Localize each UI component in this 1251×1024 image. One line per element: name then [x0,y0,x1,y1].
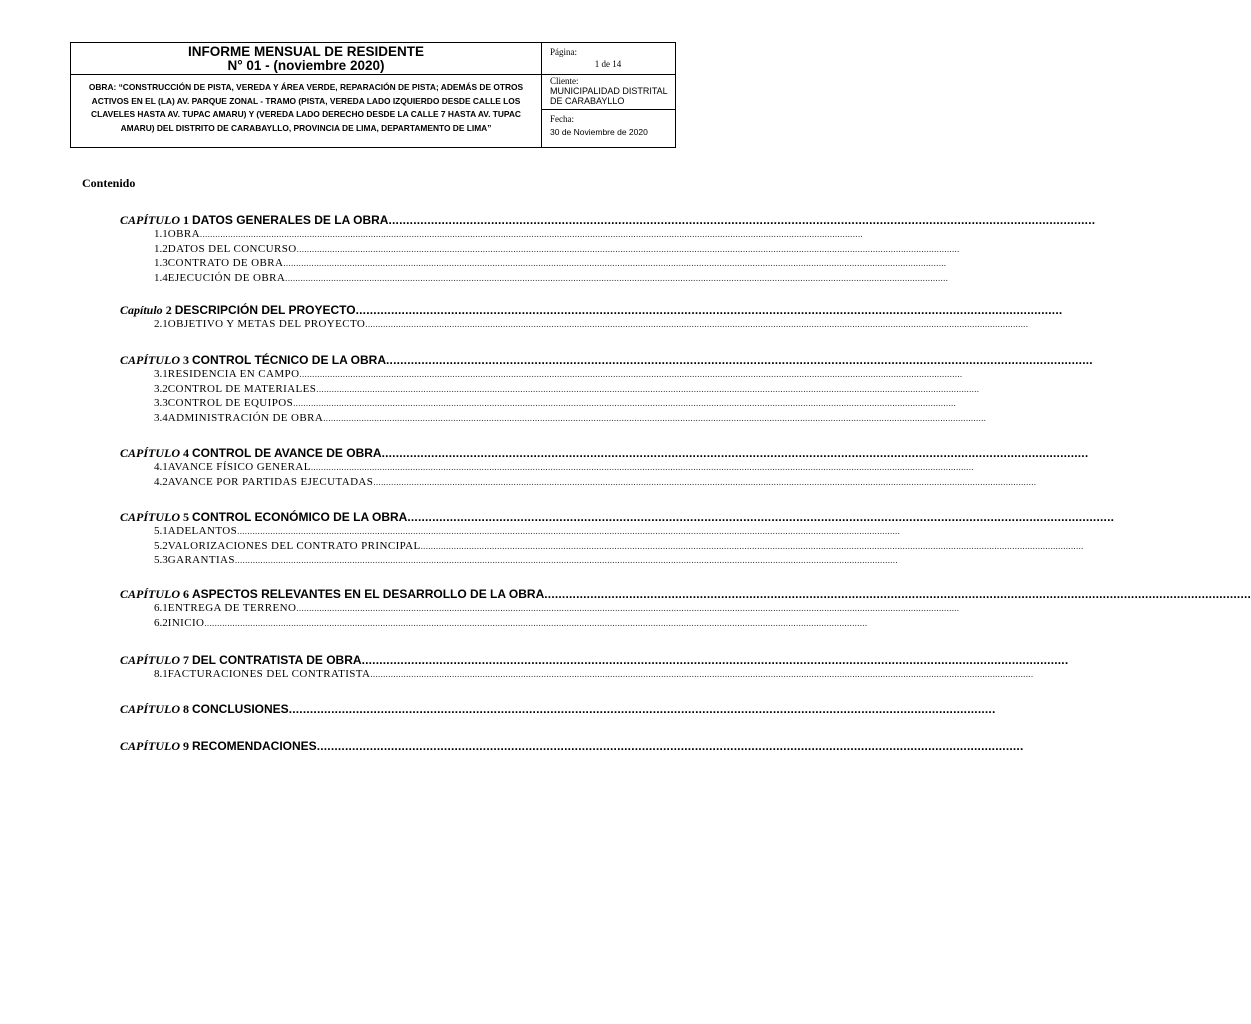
subsection-number: 3.1 [154,368,168,380]
toc-subsection[interactable] [154,256,947,270]
chapter-word: CAPÍTULO [120,213,180,227]
subsection-number: 1.1 [154,228,168,240]
chapter-word: CAPÍTULO [120,446,180,460]
dot-leader: .................................................................................................................................................................................................................................................................... [316,383,980,394]
report-title-line1: INFORME MENSUAL DE RESIDENTE [187,44,425,59]
dot-leader: ........................................................................................................................................................................................................ [388,213,1096,227]
chapter-word: CAPÍTULO [120,702,180,716]
chapter-title: CONTROL DE AVANCE DE OBRA [192,446,382,460]
chapter-title: DESCRIPCIÓN DEL PROYECTO [174,303,356,317]
dot-leader: .................................................................................................................................................................................................................................................................... [323,412,987,423]
subsection-number: 8.1 [154,668,168,680]
subsection-title: ENTREGA DE TERRENO [167,602,297,614]
chapter-number: 7 [183,653,189,667]
client-label: Cliente: [550,76,579,86]
toc-subsection[interactable] [154,271,949,285]
dot-leader: ........................................................................................................................................................................................................ [316,739,1024,753]
subsection-number: 3.3 [154,397,168,410]
toc-chapter[interactable] [120,652,1069,668]
dot-leader: .................................................................................................................................................................................................................................................................... [237,526,901,536]
report-header [70,42,676,148]
dot-leader: ........................................................................................................................................................................................................ [288,702,996,716]
dot-leader: .................................................................................................................................................................................................................................................................... [310,462,974,472]
toc-chapter[interactable] [120,212,1096,228]
toc-chapter[interactable] [120,509,1115,525]
toc-subsection[interactable] [154,367,963,381]
dot-leader: ........................................................................................................................................................................................................ [361,653,1069,667]
subsection-title: GARANTIAS [167,554,235,567]
subsection-title: ADMINISTRACIÓN DE OBRA [167,411,324,424]
chapter-word: CAPÍTULO [120,739,180,753]
chapter-title: CONTROL ECONÓMICO DE LA OBRA [192,510,408,524]
chapter-number: 8 [183,702,189,716]
chapter-number: 5 [183,510,189,524]
chapter-number: 1 [183,213,189,227]
project-description: OBRA: “CONSTRUCCIÓN DE PISTA, VEREDA Y ÁREA VERDE, REPARACIÓN DE PISTA; ADEMÁS DE OTROS ACTIVOS EN EL (LA) AV. PARQUE ZONAL - TRAMO (PISTA, VEREDA LADO IZQUIERDO DESDE CALLE LOS CLAVELES HASTA AV. TUPAC AMARU) Y (VEREDA LADO DERECHO DESDE LA CALLE 7 HASTA AV. TUPAC AMARU) DEL DISTRITO DE CARABAYLLO, PROVINCIA DE LIMA, DEPARTAMENTO DE LIMA” [71,75,542,148]
subsection-number: 4.1 [154,461,168,473]
toc-subsection[interactable] [154,227,863,241]
chapter-title: ASPECTOS RELEVANTES EN EL DESARROLLO DE LA OBRA [192,587,545,601]
chapter-word: CAPÍTULO [120,653,180,667]
subsection-number: 6.2 [154,616,168,629]
toc-subsection[interactable] [154,242,960,256]
report-title [71,43,542,75]
subsection-number: 5.3 [154,554,168,567]
subsection-number: 5.1 [154,525,168,537]
dot-leader: .................................................................................................................................................................................................................................................................... [285,272,949,283]
dot-leader: .................................................................................................................................................................................................................................................................... [299,369,963,379]
subsection-title: OBRA [167,228,200,240]
toc-chapter[interactable] [120,302,1063,318]
chapter-title: DEL CONTRATISTA DE OBRA [192,653,362,667]
subsection-number: 3.2 [154,382,168,395]
subsection-title: RESIDENCIA EN CAMPO [167,368,300,380]
chapter-word: CAPÍTULO [120,510,180,524]
toc-chapter[interactable] [120,445,1089,461]
chapter-title: DATOS GENERALES DE LA OBRA [192,213,389,227]
toc-subsection[interactable] [154,553,898,567]
toc-subsection[interactable] [154,396,957,410]
chapter-title: CONTROL TÉCNICO DE LA OBRA [192,353,386,367]
chapter-number: 4 [183,446,189,460]
subsection-title: FACTURACIONES DEL CONTRATISTA [167,668,371,680]
dot-leader: .................................................................................................................................................................................................................................................................... [293,398,957,409]
chapter-number: 9 [183,739,189,753]
dot-leader: .................................................................................................................................................................................................................................................................... [420,540,1084,551]
toc-subsection[interactable] [154,601,960,615]
subsection-title: DATOS DEL CONCURSO [167,242,297,255]
toc-chapter[interactable] [120,701,996,717]
toc-chapter[interactable] [120,738,1024,754]
client-cell [542,75,676,110]
page-label: Página: [550,47,577,57]
dot-leader: .................................................................................................................................................................................................................................................................... [234,555,898,566]
subsection-number: 1.4 [154,271,168,284]
subsection-title: CONTROL DE MATERIALES [167,382,317,395]
date-label: Fecha: [550,114,574,124]
chapter-word: Capítulo [120,303,163,317]
toc-chapter[interactable] [120,586,1251,602]
chapter-word: CAPÍTULO [120,353,180,367]
toc-chapter[interactable] [120,352,1093,368]
subsection-number: 6.1 [154,602,168,614]
subsection-title: OBJETIVO Y METAS DEL PROYECTO [167,318,366,330]
page-value: 1 de 14 [594,59,622,69]
dot-leader: .................................................................................................................................................................................................................................................................... [296,243,960,254]
toc-subsection[interactable] [154,382,980,396]
toc-subsection[interactable] [154,460,974,474]
subsection-number: 4.2 [154,475,168,488]
toc-subsection[interactable] [154,667,1034,681]
subsection-number: 3.4 [154,411,168,424]
page-cell [542,43,676,75]
report-title-line2: N° 01 - (noviembre 2020) [227,58,385,73]
toc-subsection[interactable] [154,411,987,425]
dot-leader: ........................................................................................................................................................................................................ [544,587,1251,601]
subsection-number: 2.1 [154,318,168,330]
subsection-title: EJECUCIÓN DE OBRA [167,271,286,284]
dot-leader: .................................................................................................................................................................................................................................................................... [365,319,1029,329]
subsection-title: VALORIZACIONES DEL CONTRATO PRINCIPAL [167,539,421,552]
client-name-line2: DE CARABAYLLO [550,96,625,106]
subsection-title: ADELANTOS [167,525,238,537]
dot-leader: .................................................................................................................................................................................................................................................................... [199,229,863,239]
date-value: 30 de Noviembre de 2020 [550,127,648,137]
dot-leader: ........................................................................................................................................................................................................ [355,303,1063,317]
dot-leader: ........................................................................................................................................................................................................ [386,353,1093,367]
toc-subsection[interactable] [154,317,1029,331]
subsection-title: AVANCE FÍSICO GENERAL [167,461,311,473]
toc-subsection[interactable] [154,539,1084,553]
subsection-title: CONTRATO DE OBRA [167,257,284,270]
dot-leader: .................................................................................................................................................................................................................................................................... [373,476,1037,487]
subsection-title: AVANCE POR PARTIDAS EJECUTADAS [167,475,374,488]
toc-subsection[interactable] [154,524,901,538]
contents-heading: Contenido [82,176,136,190]
chapter-number: 2 [165,303,172,317]
subsection-number: 5.2 [154,539,168,552]
dot-leader: .................................................................................................................................................................................................................................................................... [370,669,1034,679]
chapter-number: 6 [183,587,189,601]
chapter-title: RECOMENDACIONES [192,739,317,753]
date-cell [542,110,676,148]
toc-subsection[interactable] [154,475,1037,489]
toc-subsection[interactable] [154,616,868,630]
chapter-number: 3 [183,353,189,367]
subsection-title: INICIO [167,616,205,629]
dot-leader: ........................................................................................................................................................................................................ [407,510,1115,524]
dot-leader: .................................................................................................................................................................................................................................................................... [296,603,960,613]
subsection-number: 1.3 [154,257,168,270]
client-name-line1: MUNICIPALIDAD DISTRITAL [550,86,668,96]
subsection-number: 1.2 [154,242,168,255]
chapter-word: CAPÍTULO [120,587,180,601]
dot-leader: .................................................................................................................................................................................................................................................................... [204,617,868,628]
subsection-title: CONTROL DE EQUIPOS [167,397,294,410]
dot-leader: ........................................................................................................................................................................................................ [381,446,1089,460]
chapter-title: CONCLUSIONES [192,702,289,716]
dot-leader: .................................................................................................................................................................................................................................................................... [283,258,947,269]
